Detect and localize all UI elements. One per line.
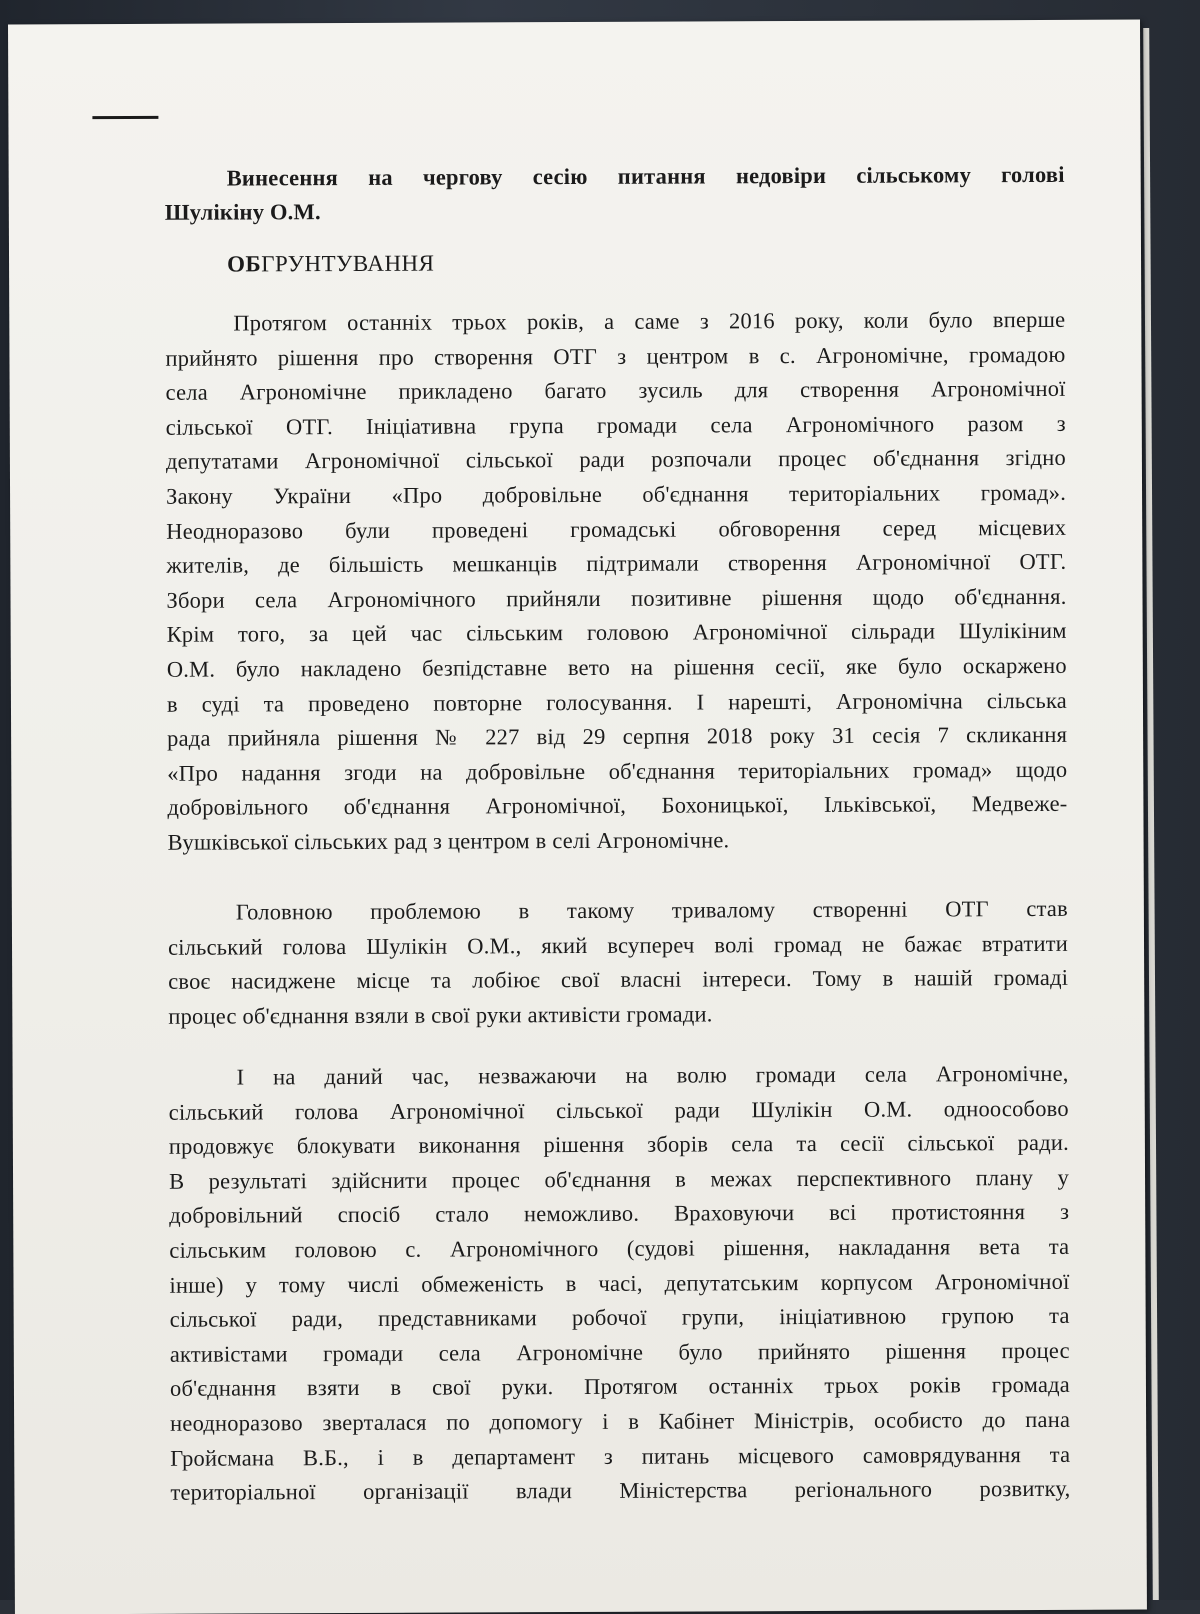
paragraph-line: жителів, де більшість мешканців підтримали створення Агрономічної ОТГ. (166, 549, 1067, 578)
paragraph-line: Закону України «Про добровільне об'єднання територіальних громад». (166, 479, 1067, 509)
paragraph-line: процес об'єднання взяли в свої руки активісти громади. (168, 1001, 713, 1029)
document-title (165, 158, 1065, 230)
paragraph-line: В результаті здійснити процес об'єднання в межах перспективного плану у (168, 1164, 1070, 1194)
title-line-2: Шулікіну О.М. (164, 199, 321, 225)
paragraph-line: депутатами Агрономічної сільської ради розпочали процес об'єднання згідно (165, 445, 1066, 475)
paragraph-line: Протягом останніх трьох років, а саме з 2016 року, коли було вперше (233, 306, 1066, 336)
section-heading (227, 251, 435, 278)
paragraph-line: об'єднання взяти в свої руки. Протягом останніх трьох років громада (169, 1372, 1071, 1402)
paragraph-line: І на даний час, незважаючи на волю громади села Агрономічне, (236, 1060, 1069, 1090)
paragraph-1 (165, 303, 1067, 860)
paragraph-line: О.М. було накладено безпідставне вето на рішення сесії, яке було оскаржено (166, 652, 1067, 682)
paragraph-line: Вушківської сільських рад з центром в селі Агрономічне. (167, 827, 730, 855)
paragraph-line: активістами громади села Агрономічне було прийнято рішення процес (169, 1337, 1070, 1367)
paragraph-line: рада прийняла рішення № 227 від 29 серпня 2018 року 31 сесія 7 скликання (167, 721, 1068, 751)
paragraph-line: прийнято рішення про створення ОТГ з центром в с. Агрономічне, громадою (165, 341, 1066, 371)
title-line-1: Винесення на чергову сесію питання недовіри сільському голові (226, 161, 1065, 191)
paragraph-line: продовжує блокувати виконання рішення зборів села та сесії сільської ради. (168, 1130, 1069, 1159)
paper-sheet (8, 20, 1147, 1614)
paragraph-line: своє насиджене місце та лобіює свої власні інтереси. Тому в нашій громаді (168, 965, 1069, 994)
paragraph-line: неодноразово зверталася по допомогу і в Кабінет Міністрів, особисто до пана (170, 1406, 1071, 1436)
paragraph-line: добровільний спосіб стало неможливо. Враховуючи всі протистояння з (169, 1199, 1070, 1229)
paragraph-line: сільської ради, представниками робочої групи, ініціативною групою та (169, 1303, 1070, 1332)
paragraph-line: села Агрономічне прикладено багато зусиль для створення Агрономічної (165, 376, 1066, 405)
section-heading-bold: ОБ (226, 251, 262, 277)
paragraph-line: Гройсмана В.Б., і в департамент з питань місцевого самоврядування та (170, 1441, 1071, 1471)
paragraph-line: Неодноразово були проведені громадські обговорення серед місцевих (166, 514, 1067, 544)
paragraph-line: Головною проблемою в такому тривалому створенні ОТГ став (235, 895, 1068, 925)
paragraph-line: інше) у тому числі обмеженість в часі, депутатським корпусом Агрономічної (169, 1268, 1070, 1298)
document-body (8, 20, 1147, 1614)
paragraph-line: в суді та проведено повторне голосування. І нарешті, Агрономічна сільська (166, 687, 1068, 717)
section-heading-rest: ГРУНТУВАННЯ (261, 250, 435, 277)
paragraph-line: сільський голова Агрономічної сільської ради Шулікін О.М. одноособово (168, 1095, 1069, 1125)
paragraph-line: Збори села Агрономічного прийняли позитивне рішення щодо об'єднання. (166, 583, 1067, 613)
paragraph-line: сільської ОТГ. Ініціативна група громади села Агрономічного разом з (165, 410, 1066, 440)
paragraph-line: сільський голова Шулікін О.М., який всупереч волі громад не бажає втратити (167, 930, 1069, 960)
paragraph-line: територіальної організації влади Міністерства регіонального розвитку, (170, 1475, 1071, 1505)
paragraph-2 (168, 892, 1069, 1034)
paragraph-line: добровільного об'єднання Агрономічної, Бохоницької, Ільківської, Медвеже- (167, 791, 1068, 821)
paragraph-line: «Про надання згоди на добровільне об'єднання територіальних громад» щодо (167, 756, 1068, 786)
paragraph-3 (169, 1057, 1071, 1511)
paragraph-line: сільським головою с. Агрономічного (судові рішення, накладання вета та (169, 1233, 1070, 1263)
paragraph-line: Крім того, за цей час сільським головою Агрономічної сільради Шулікіним (166, 618, 1067, 648)
